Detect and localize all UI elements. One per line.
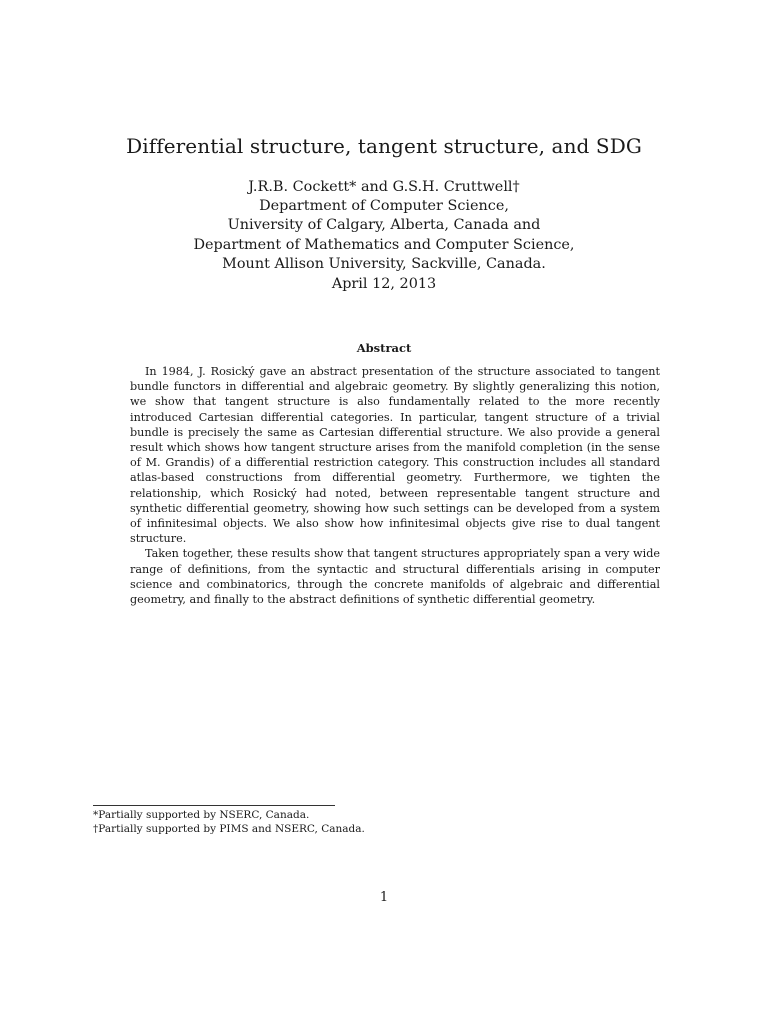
- publication-date: April 12, 2013: [331, 276, 437, 292]
- author-names: J.R.B. Cockett* and G.S.H. Cruttwell†: [248, 179, 520, 195]
- footnote: *Partially supported by NSERC, Canada.: [93, 809, 310, 821]
- affiliation-line: University of Calgary, Alberta, Canada and: [227, 217, 541, 234]
- abstract-heading: Abstract: [356, 341, 412, 355]
- abstract-body: [130, 364, 660, 607]
- paper-title: Differential structure, tangent structure, and SDG: [126, 134, 642, 158]
- affiliation-line: Department of Mathematics and Computer Science,: [193, 236, 575, 253]
- abstract-paragraph: Taken together, these results show that tangent structures appropriately span a very wide range of definitions, from the syntactic and structural differentials arising in computer science and combinatorics, through the concrete manifolds of algebraic and differential geometry, and finally to the abstract definitions of synthetic differential geometry.: [130, 547, 660, 607]
- author-block: [0, 178, 768, 274]
- affiliation-line: Department of Computer Science,: [259, 198, 509, 215]
- footnote: †Partially supported by PIMS and NSERC, Canada.: [93, 822, 365, 835]
- abstract-paragraph: In 1984, J. Rosický gave an abstract presentation of the structure associated to tangent bundle functors in differential and algebraic geometry. By slightly generalizing this notion, we show that tangent structure is also fundamentally related to the more recently introduced Cartesian differential categories. In particular, tangent structure of a trivial bundle is precisely the same as Cartesian differential structure. We also provide a general result which shows how tangent structure arises from the manifold completion (in the sense of M. Grandis) of a differential restriction category. This construction includes all standard atlas-based constructions from differential geometry. Furthermore, we tighten the relationship, which Rosický had noted, between representable tangent structure and synthetic differential geometry, showing how such settings can be developed from a system of infinitesimal objects. We also show how infinitesimal objects give rise to dual tangent structure.: [130, 365, 660, 546]
- footnotes: [93, 809, 653, 836]
- affiliation-line: Mount Allison University, Sackville, Canada.: [222, 255, 546, 272]
- footnote-divider: [93, 805, 335, 806]
- page-number: 1: [379, 890, 389, 905]
